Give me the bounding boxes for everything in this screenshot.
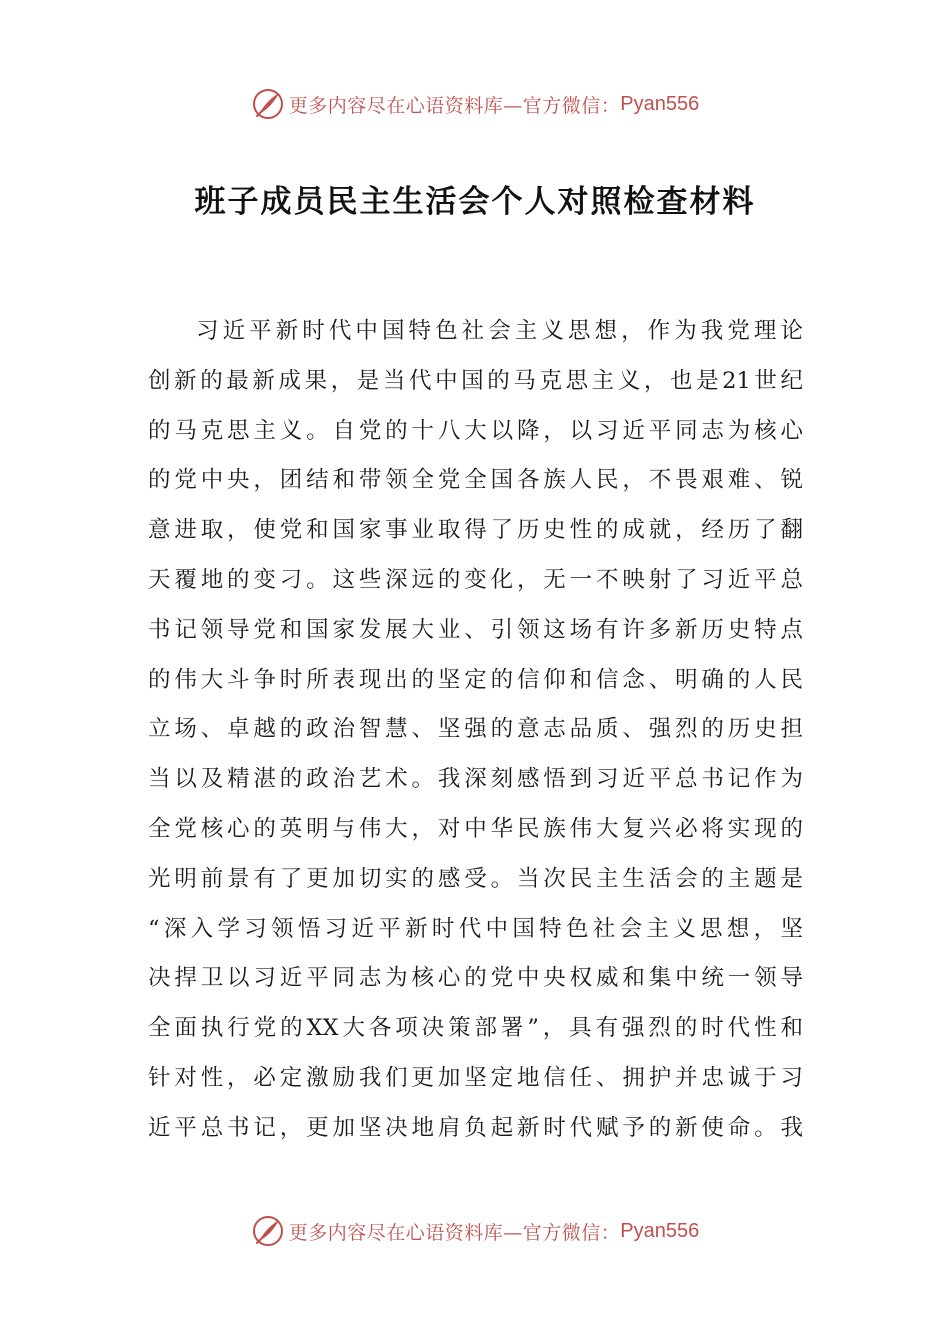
quill-pen-logo-icon <box>251 87 285 121</box>
document-body <box>148 307 803 1154</box>
body-line: 的伟大斗争时所表现出的坚定的信仰和信念、明确的人民 <box>148 666 803 693</box>
header-banner <box>0 84 950 124</box>
body-line: 当以及精湛的政治艺术。我深刻感悟到习近平总书记作为 <box>148 766 803 793</box>
banner-wechat-id: Pyan556 <box>620 1219 700 1242</box>
body-line: 立场、卓越的政治智慧、坚强的意志品质、强烈的历史担 <box>148 716 803 743</box>
body-line: 近平总书记，更加坚决地肩负起新时代赋予的新使命。我 <box>148 1114 803 1141</box>
body-line: 的马克思主义。自党的十八大以降，以习近平同志为核心 <box>148 417 803 444</box>
body-line: 创新的最新成果，是当代中国的马克思主义，也是21世纪 <box>148 367 803 394</box>
footer-banner <box>0 1211 950 1251</box>
body-line: 针对性，必定激励我们更加坚定地信任、拥护并忠诚于习 <box>148 1064 803 1091</box>
body-line: 决捍卫以习近平同志为核心的党中央权威和集中统一领导 <box>148 965 803 992</box>
banner-wechat-id: Pyan556 <box>620 92 700 115</box>
banner-text: 更多内容尽在心语资料库—官方微信： <box>288 1221 621 1244</box>
body-line: 全面执行党的XX大各项决策部署”，具有强烈的时代性和 <box>148 1015 803 1042</box>
body-line: “深入学习领悟习近平新时代中国特色社会主义思想，坚 <box>148 915 803 942</box>
body-line: 光明前景有了更加切实的感受。当次民主生活会的主题是 <box>148 865 803 892</box>
banner-text: 更多内容尽在心语资料库—官方微信： <box>288 94 621 117</box>
quill-pen-logo-icon <box>251 1214 285 1248</box>
body-line: 习近平新时代中国特色社会主义思想，作为我党理论 <box>196 318 803 344</box>
body-line: 意进取，使党和国家事业取得了历史性的成就，经历了翻 <box>148 517 803 544</box>
body-line: 的党中央，团结和带领全党全国各族人民，不畏艰难、锐 <box>148 467 803 494</box>
body-line: 全党核心的英明与伟大，对中华民族伟大复兴必将实现的 <box>148 815 803 842</box>
body-line: 天覆地的变刁。这些深远的变化，无一不映射了习近平总 <box>148 566 803 593</box>
document-title: 班子成员民主生活会个人对照检查材料 <box>194 184 756 220</box>
body-line: 书记领导党和国家发展大业、引领这场有许多新历史特点 <box>148 616 803 643</box>
